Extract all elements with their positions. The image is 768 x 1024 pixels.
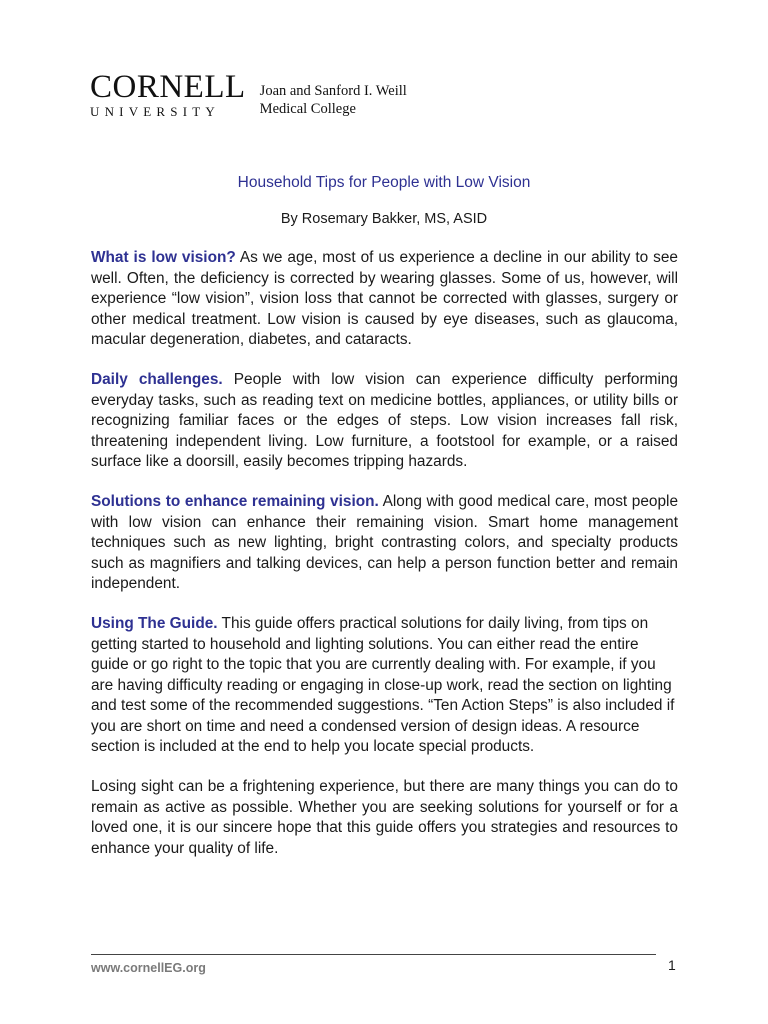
footer-divider [91,954,656,955]
paragraph-heading: Solutions to enhance remaining vision. [91,492,379,510]
page-number: 1 [668,957,676,973]
paragraph-text: Along with good medical care, most people with low vision can enhance their remaining vision. Smart home management techniques such as new lighting, bright contrasting colors, and specialty products such as magnifiers and talking devices, can help a person function better and remain independent. [91,492,678,593]
college-name-line1: Joan and Sanford I. Weill [259,83,407,99]
logo-wordmark [90,69,246,120]
paragraph-heading: Using The Guide. [91,614,218,632]
document-byline: By Rosemary Bakker, MS, ASID [280,211,488,227]
paragraph-heading: Daily challenges. [91,370,223,388]
college-name-line2: Medical College [259,101,356,117]
paragraph-heading: What is low vision? [91,249,236,266]
document-body [91,248,678,878]
paragraph-low-vision [91,248,678,351]
paragraph-text: This guide offers practical solutions for daily living, from tips on getting started to household and lighting solutions. You can either read the entire guide or go right to the topic that you are currently dealing with. For example, if you are having difficulty reading or engaging in close-up work, read the section on lighting and test some of the recommended suggestions. “Ten Action Steps” is also included if you are short on time and need a condensed version of design ideas. A resource section is included at the end to help you locate special products. [91,614,675,756]
logo-university-text: UNIVERSITY [90,104,220,119]
paragraph-text: People with low vision can experience difficulty performing everyday tasks, such as reading text on medicine bottles, appliances, or utility bills or recognizing familiar faces or the edges of steps. Low vision increases fall risk, threatening independent living. Low furniture, a footstool for example, or a raised surface like a doorsill, easily becomes tripping hazards. [91,370,678,471]
paragraph-daily-challenges [91,370,678,473]
paragraph-using-guide [91,614,678,758]
paragraph-text: Losing sight can be a frightening experience, but there are many things you can do to remain as active as possible. Whether you are seeking solutions for yourself or for a loved one, it is our sincere hope that this guide offers you strategies and resources to enhance your quality of life. [91,778,678,857]
paragraph-text: As we age, most of us experience a decline in our ability to see well. Often, the deficiency is corrected by wearing glasses. Some of us, however, will experience “low vision”, vision loss that cannot be corrected with glasses, surgery or other medical treatment. Low vision is caused by eye diseases, such as glaucoma, macular degeneration, diabetes, and cataracts. [91,249,678,349]
paragraph-closing [91,777,678,859]
document-title: Household Tips for People with Low Vision [237,174,531,191]
footer-url-link[interactable]: www.cornellEG.org [91,961,206,975]
logo-cornell-text: CORNELL [90,69,246,105]
cornell-logo [90,69,407,120]
paragraph-solutions [91,492,678,595]
college-name [260,82,407,118]
